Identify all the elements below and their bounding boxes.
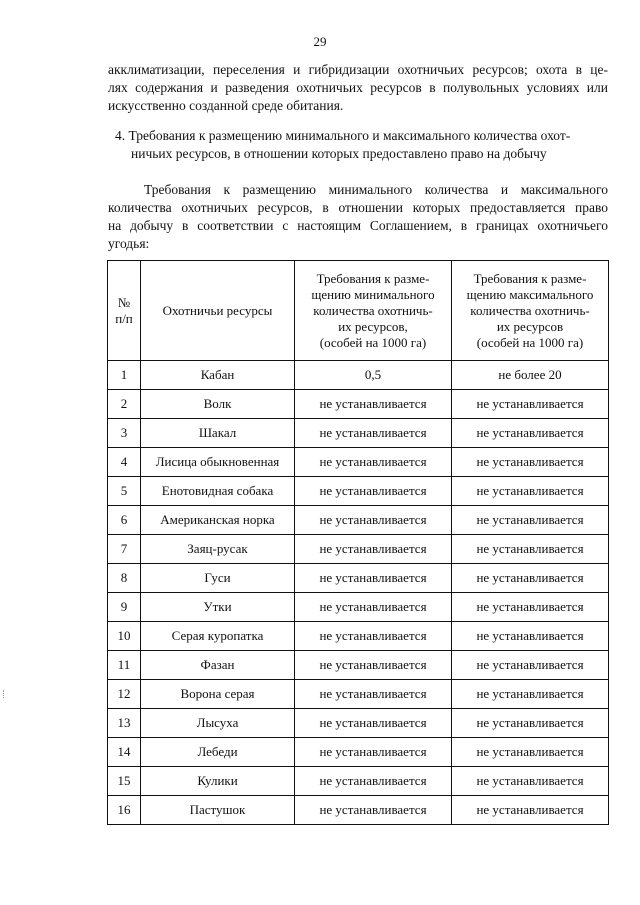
cell-resource: Енотовидная собака — [141, 477, 295, 506]
table-row — [108, 448, 609, 477]
cell-resource: Фазан — [141, 651, 295, 680]
header-line: Требования к разме- — [316, 270, 430, 286]
cell-resource: Лисица обыкновенная — [141, 448, 295, 477]
cell-min: не устанавливается — [295, 448, 452, 477]
cell-max: не устанавливается — [452, 535, 609, 564]
cell-min: не устанавливается — [295, 709, 452, 738]
cell-min: не устанавливается — [295, 477, 452, 506]
cell-max: не устанавливается — [452, 796, 609, 825]
cell-num: 7 — [108, 535, 141, 564]
cell-num: 2 — [108, 390, 141, 419]
cell-max: не устанавливается — [452, 564, 609, 593]
cell-resource: Ворона серая — [141, 680, 295, 709]
cell-num: 14 — [108, 738, 141, 767]
cell-resource: Американская норка — [141, 506, 295, 535]
cell-min: не устанавливается — [295, 767, 452, 796]
table-row — [108, 390, 609, 419]
header-line: Требования к разме- — [473, 270, 587, 286]
paragraph-line: лях содержания и разведения охотничьих ресурсов в полувольных условиях или — [108, 80, 608, 95]
cell-resource: Серая куропатка — [141, 622, 295, 651]
header-line: количества охотничь- — [313, 302, 433, 318]
cell-num: 3 — [108, 419, 141, 448]
table-row — [108, 593, 609, 622]
table-row — [108, 506, 609, 535]
cell-resource: Волк — [141, 390, 295, 419]
header-line: Охотничьи ресурсы — [162, 302, 273, 318]
cell-max: не устанавливается — [452, 622, 609, 651]
cell-max: не устанавливается — [452, 506, 609, 535]
header-max — [452, 261, 609, 361]
paragraph-line: количества охотничьих ресурсов, в отношении которых предоставляется право — [108, 200, 608, 215]
cell-max: не устанавливается — [452, 593, 609, 622]
table-row — [108, 738, 609, 767]
cell-min: не устанавливается — [295, 680, 452, 709]
cell-num: 5 — [108, 477, 141, 506]
cell-min: не устанавливается — [295, 564, 452, 593]
cell-min: не устанавливается — [295, 651, 452, 680]
table-row — [108, 767, 609, 796]
table-row — [108, 419, 609, 448]
paragraph-line: на добычу в соответствии с настоящим Соглашением, в границах охотничьего — [108, 218, 608, 233]
cell-max: не устанавливается — [452, 651, 609, 680]
page-number: 29 — [313, 34, 327, 49]
header-line: количества охотничь- — [470, 302, 590, 318]
cell-min: не устанавливается — [295, 796, 452, 825]
table-row — [108, 361, 609, 390]
cell-num: 11 — [108, 651, 141, 680]
heading-line: 4. Требования к размещению минимального и максимального количества охот- — [115, 128, 571, 143]
table-header-row — [108, 261, 609, 361]
cell-num: 12 — [108, 680, 141, 709]
cell-max: не устанавливается — [452, 419, 609, 448]
cell-min: не устанавливается — [295, 622, 452, 651]
header-line: щению минимального — [311, 286, 435, 302]
cell-max: не устанавливается — [452, 448, 609, 477]
cell-num: 9 — [108, 593, 141, 622]
paragraph-line: акклиматизации, переселения и гибридизации охотничьих ресурсов; охота в це- — [108, 62, 608, 77]
cell-resource: Шакал — [141, 419, 295, 448]
paragraph-line: угодья: — [108, 236, 150, 251]
cell-max: не более 20 — [452, 361, 609, 390]
cell-num: 16 — [108, 796, 141, 825]
cell-num: 6 — [108, 506, 141, 535]
cell-max: не устанавливается — [452, 477, 609, 506]
cell-num: 4 — [108, 448, 141, 477]
cell-max: не устанавливается — [452, 680, 609, 709]
header-line: (особей на 1000 га) — [319, 334, 427, 350]
cell-resource: Лысуха — [141, 709, 295, 738]
cell-min: не устанавливается — [295, 535, 452, 564]
cell-min: не устанавливается — [295, 419, 452, 448]
header-line: их ресурсов, — [338, 318, 408, 334]
scan-margin-marks — [3, 690, 6, 698]
paragraph-line: Требования к размещению минимального количества и максимального — [144, 182, 608, 197]
cell-resource: Пастушок — [141, 796, 295, 825]
section-heading — [115, 127, 605, 163]
cell-max: не устанавливается — [452, 738, 609, 767]
cell-resource: Утки — [141, 593, 295, 622]
table-row — [108, 796, 609, 825]
header-line: (особей на 1000 га) — [476, 334, 584, 350]
cell-max: не устанавливается — [452, 709, 609, 738]
table-row — [108, 651, 609, 680]
cell-num: 1 — [108, 361, 141, 390]
header-resource — [141, 261, 295, 361]
header-line: их ресурсов — [496, 318, 564, 334]
cell-num: 15 — [108, 767, 141, 796]
table-row — [108, 680, 609, 709]
cell-resource: Гуси — [141, 564, 295, 593]
header-line: п/п — [115, 310, 133, 326]
cell-num: 13 — [108, 709, 141, 738]
table-row — [108, 622, 609, 651]
cell-min: не устанавливается — [295, 593, 452, 622]
header-min — [295, 261, 452, 361]
cell-min: 0,5 — [295, 361, 452, 390]
cell-resource: Заяц-русак — [141, 535, 295, 564]
cell-resource: Лебеди — [141, 738, 295, 767]
table-row — [108, 564, 609, 593]
cell-resource: Кабан — [141, 361, 295, 390]
table-row — [108, 535, 609, 564]
cell-min: не устанавливается — [295, 506, 452, 535]
header-line: щению максимального — [466, 286, 594, 302]
header-num — [108, 261, 141, 361]
paragraph-line: искусственно созданной среде обитания. — [108, 98, 344, 113]
cell-num: 8 — [108, 564, 141, 593]
heading-line: ничьих ресурсов, в отношении которых предоставлено право на добычу — [131, 146, 547, 161]
cell-min: не устанавливается — [295, 390, 452, 419]
cell-max: не устанавливается — [452, 390, 609, 419]
requirements-table — [107, 260, 609, 825]
cell-min: не устанавливается — [295, 738, 452, 767]
cell-resource: Кулики — [141, 767, 295, 796]
table-row — [108, 709, 609, 738]
table-row — [108, 477, 609, 506]
paragraph-continuation — [108, 61, 608, 115]
cell-num: 10 — [108, 622, 141, 651]
header-line: № — [117, 294, 131, 310]
paragraph-intro — [108, 181, 608, 253]
cell-max: не устанавливается — [452, 767, 609, 796]
